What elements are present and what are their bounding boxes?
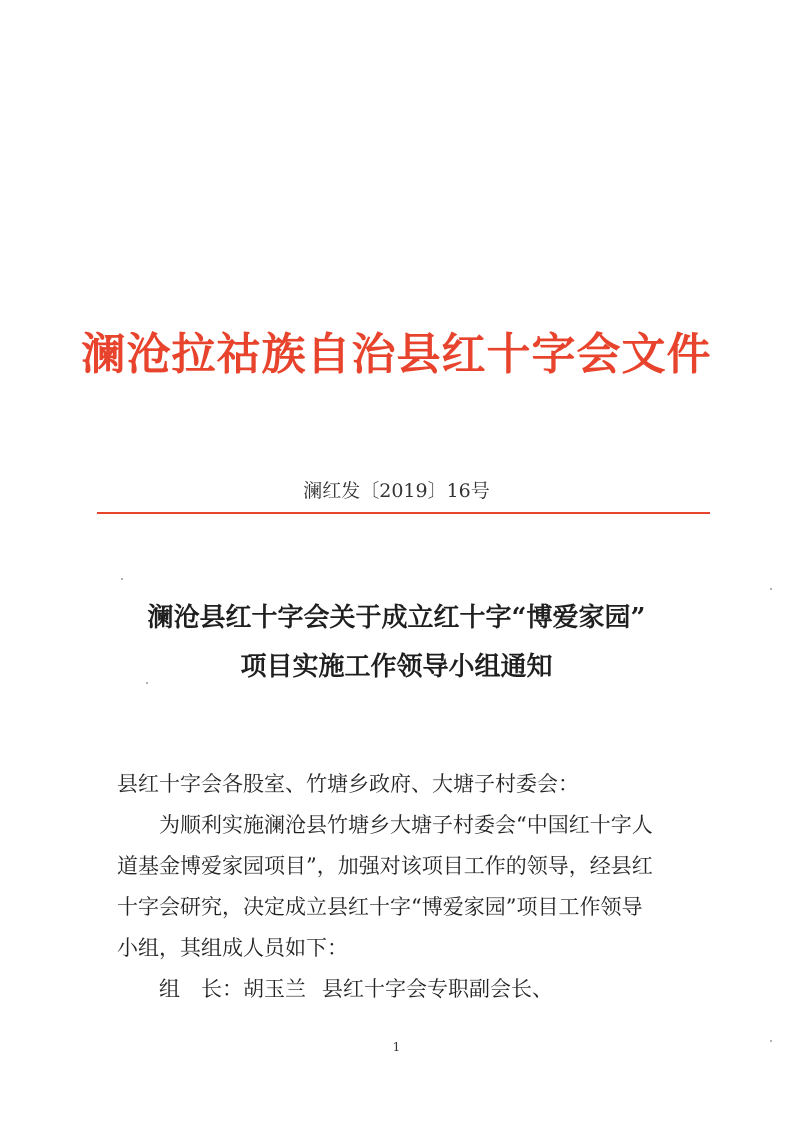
member-title: 县红十字会专职副会长、	[322, 977, 553, 1001]
scan-speck	[121, 578, 123, 580]
notice-title-line-2: 项目实施工作领导小组通知	[240, 652, 553, 682]
addressee: 县红十字会各股室、竹塘乡政府、大塘子村委会：	[117, 772, 579, 796]
page-number: 1	[392, 1040, 401, 1054]
paragraph-line-3: 十字会研究，决定成立县红十字“博爱家园”项目工作领导	[117, 895, 643, 919]
member-role: 组 长：	[159, 977, 243, 1001]
scan-speck	[770, 1040, 772, 1042]
member-name: 胡玉兰	[243, 977, 306, 1001]
paragraph-line-2: 道基金博爱家园项目”，加强对该项目工作的领导，经县红	[117, 854, 653, 878]
scan-speck	[770, 588, 772, 590]
paragraph-line-4: 小组，其组成人员如下：	[117, 936, 348, 960]
issuing-organization-title: 澜沧拉祜族自治县红十字会文件	[81, 329, 712, 380]
paragraph-line-1: 为顺利实施澜沧县竹塘乡大塘子村委会“中国红十字人	[159, 813, 653, 837]
document-number: 澜红发〔2019〕16号	[303, 480, 490, 502]
member-entry	[159, 969, 739, 1010]
notice-title-line-1: 澜沧县红十字会关于成立红十字“博爱家园”	[147, 603, 646, 633]
red-separator-line	[97, 512, 710, 514]
scan-speck	[146, 682, 148, 684]
